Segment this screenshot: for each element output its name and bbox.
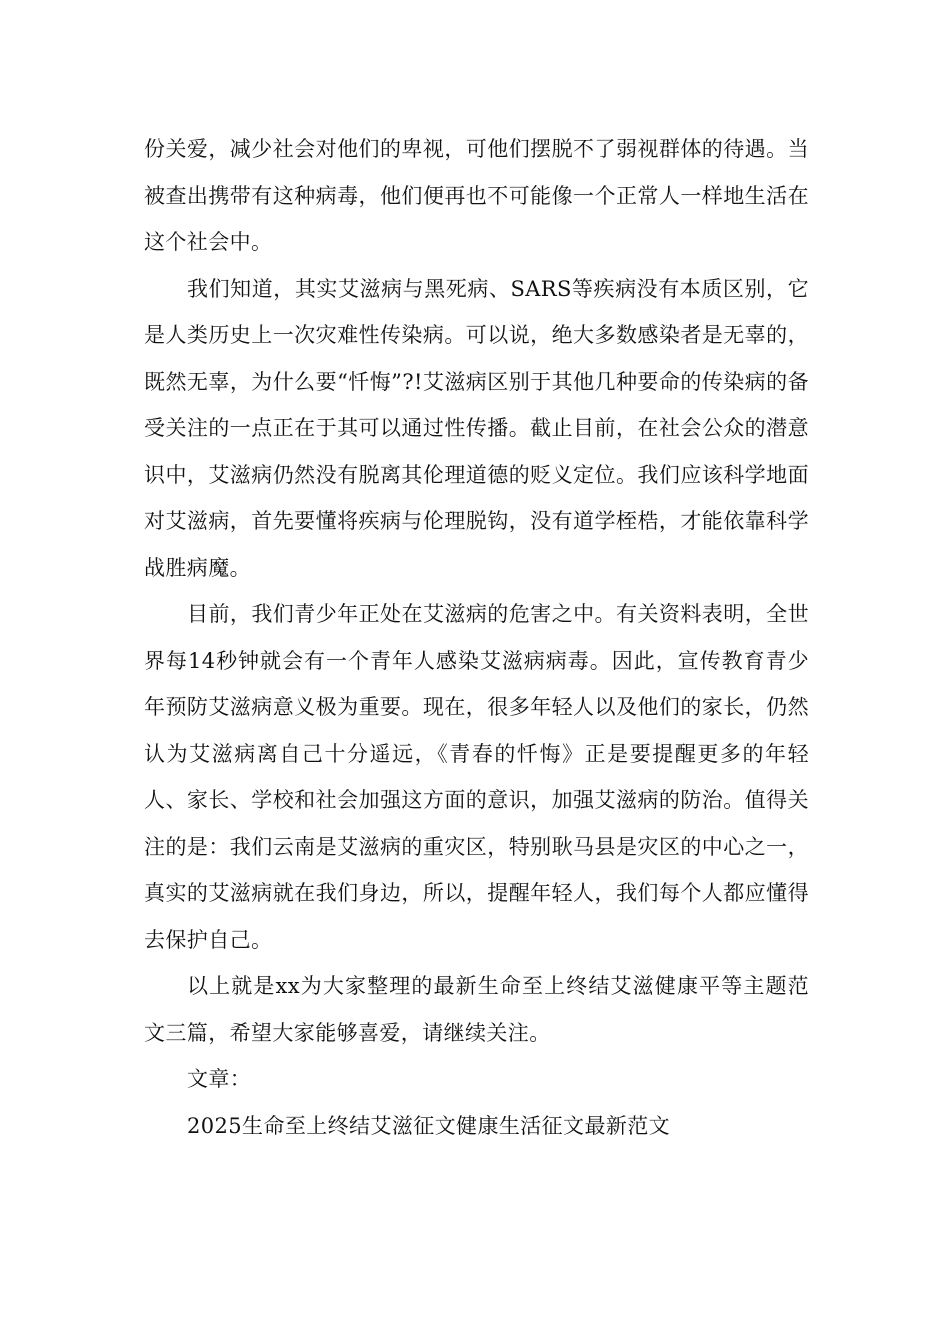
related-article-title: 2025生命至上终结艾滋征文健康生活征文最新范文 xyxy=(187,1113,671,1138)
article-label: 文章： xyxy=(187,1067,252,1091)
paragraph-closing: 以上就是xx为大家整理的最新生命至上终结艾滋健康平等主题范文三篇，希望大家能够喜爱，请继续关注。 xyxy=(144,974,809,1045)
paragraph-youth-risk: 目前，我们青少年正处在艾滋病的危害之中。有关资料表明，全世界每14秒钟就会有一个青年人感染艾滋病病毒。因此，宣传教育青少年预防艾滋病意义极为重要。现在，很多年轻人以及他们的家长，仍然认为艾滋病离自己十分遥远，《青春的忏悔》正是要提醒更多的年轻人、家长、学校和社会加强这方面的意识，加强艾滋病的防治。值得关注的是：我们云南是艾滋病的重灾区，特别耿马县是灾区的中心之一，真实的艾滋病就在我们身边，所以，提醒年轻人，我们每个人都应懂得去保护自己。 xyxy=(144,602,809,952)
document-body xyxy=(144,126,809,1149)
paragraph-continuation: 份关爱，减少社会对他们的卑视，可他们摆脱不了弱视群体的待遇。当被查出携带有这种病毒，他们便再也不可能像一个正常人一样地生活在这个社会中。 xyxy=(144,137,809,254)
paragraph-aids-comparison: 我们知道，其实艾滋病与黑死病、SARS等疾病没有本质区别，它是人类历史上一次灾难性传染病。可以说，绝大多数感染者是无辜的，既然无辜，为什么要“忏悔”?!艾滋病区别于其他几种要命的传染病的备受关注的一点正在于其可以通过性传播。截止目前，在社会公众的潜意识中，艾滋病仍然没有脱离其伦理道德的贬义定位。我们应该科学地面对艾滋病，首先要懂将疾病与伦理脱钩，没有道学桎梏，才能依靠科学战胜病魔。 xyxy=(144,276,809,580)
